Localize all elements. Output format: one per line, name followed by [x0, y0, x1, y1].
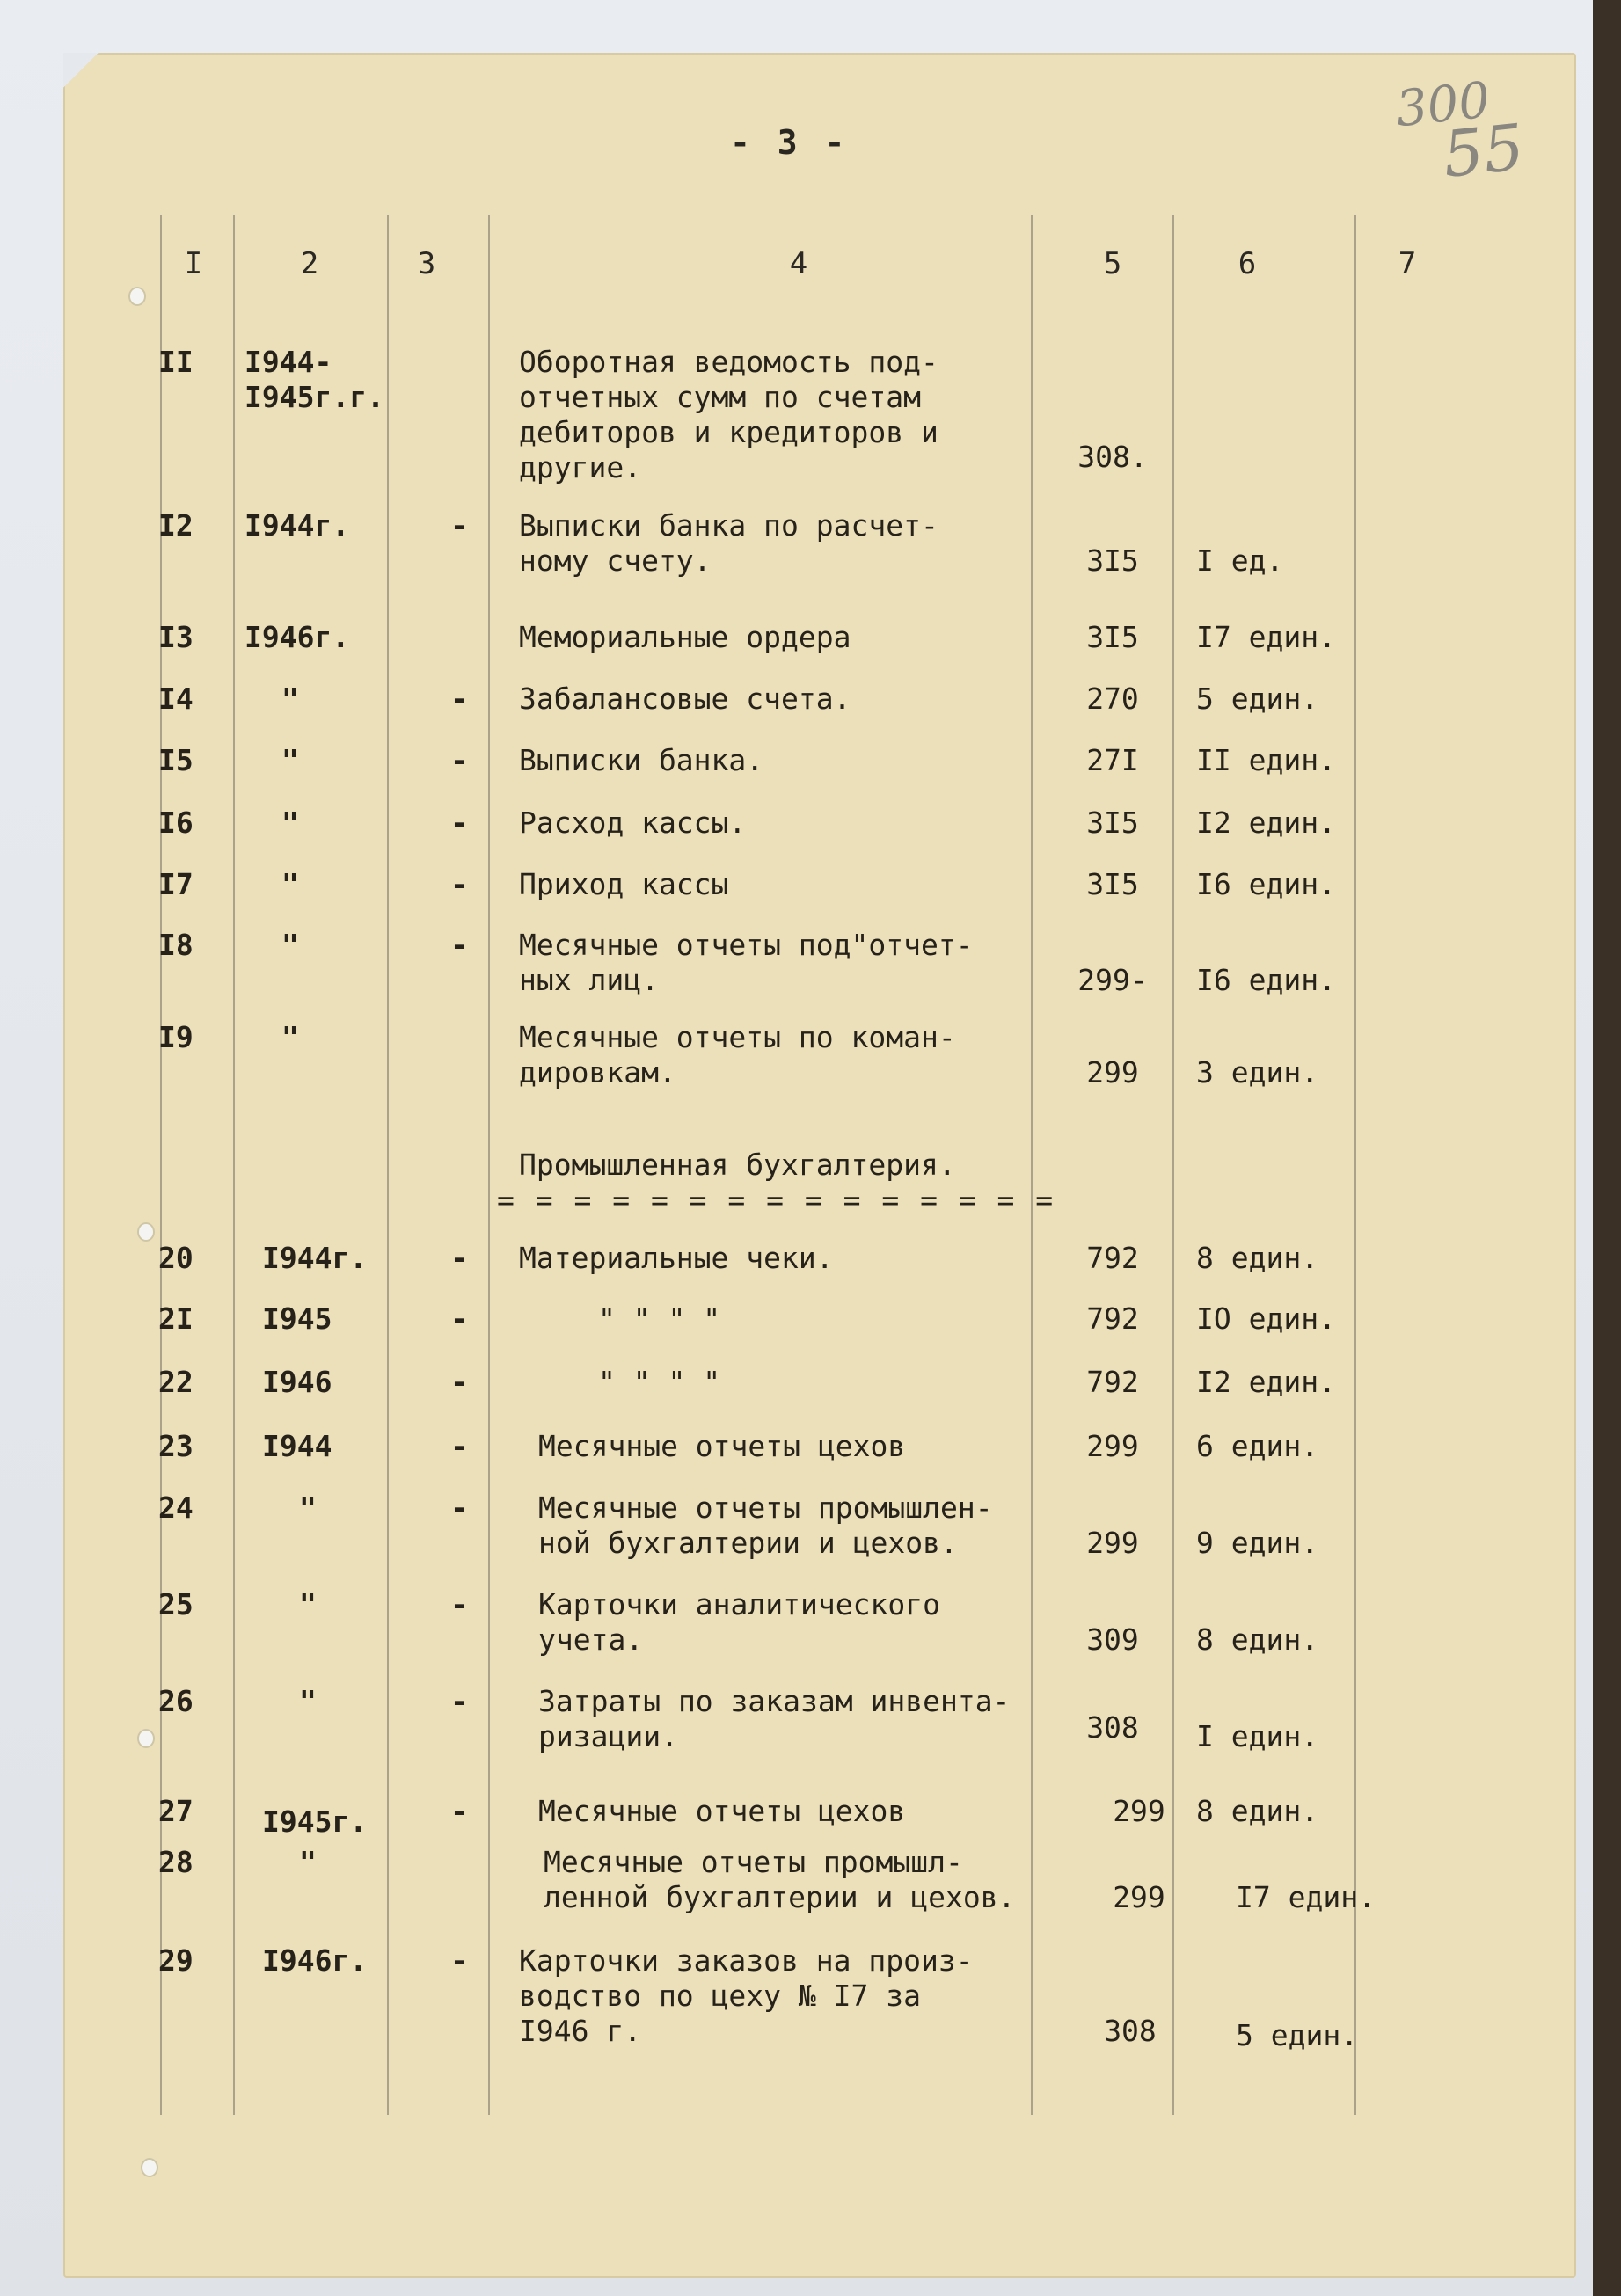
item-units: 8 един.	[1196, 1241, 1319, 1275]
column-rule	[1031, 215, 1033, 2115]
item-number: I9	[158, 1020, 193, 1054]
column-header: 4	[789, 246, 808, 281]
item-title: Забалансовые счета.	[519, 682, 851, 716]
item-years: I946г.	[262, 1943, 368, 1978]
item-number: 2I	[158, 1301, 193, 1336]
item-units: 3 един.	[1196, 1055, 1319, 1090]
column-rule	[488, 215, 490, 2115]
item-dash: -	[450, 1491, 468, 1525]
item-years: "	[299, 1684, 317, 1718]
punch-hole	[130, 288, 144, 304]
item-title: " " " "	[598, 1365, 721, 1399]
item-title: Выписки банка по расчет- ному счету.	[519, 508, 938, 578]
item-years: "	[281, 928, 299, 962]
item-dash: -	[450, 1429, 468, 1463]
item-number: 24	[158, 1491, 193, 1525]
item-dash: -	[450, 1301, 468, 1336]
item-number: 25	[158, 1587, 193, 1622]
item-dash: -	[450, 1365, 468, 1399]
item-code: 270	[1086, 682, 1139, 716]
item-years: "	[299, 1845, 317, 1879]
torn-corner	[63, 53, 99, 88]
section-title: Промышленная бухгалтерия.	[519, 1148, 956, 1182]
item-title: Затраты по заказам инвента- ризации.	[538, 1684, 1011, 1753]
item-years: I945г.	[262, 1804, 368, 1839]
item-code: 3I5	[1086, 543, 1139, 578]
scanner-edge	[1593, 0, 1621, 2296]
item-title: Месячные отчеты цехов	[538, 1794, 906, 1828]
item-code: 308	[1104, 2014, 1157, 2048]
item-years: "	[281, 867, 299, 901]
item-units: I6 един.	[1196, 963, 1336, 997]
archive-mark-old: 300	[1393, 71, 1493, 139]
item-code: 299	[1086, 1055, 1139, 1090]
item-years: I944г.	[262, 1241, 368, 1275]
item-code: 299	[1086, 1429, 1139, 1463]
item-number: I7	[158, 867, 193, 901]
item-title: Приход кассы	[519, 867, 729, 901]
item-number: 23	[158, 1429, 193, 1463]
item-dash: -	[450, 805, 468, 840]
item-dash: -	[450, 682, 468, 716]
item-title: Месячные отчеты под"отчет- ных лиц.	[519, 928, 974, 997]
item-units: I7 един.	[1236, 1880, 1376, 1914]
item-dash: -	[450, 928, 468, 962]
column-header: 6	[1238, 246, 1257, 281]
item-years: "	[299, 1587, 317, 1622]
item-units: 5 един.	[1196, 682, 1319, 716]
item-units: I ед.	[1196, 543, 1284, 578]
column-rule	[233, 215, 235, 2115]
item-number: 27	[158, 1794, 193, 1828]
item-years: "	[281, 1020, 299, 1054]
item-units: I един.	[1196, 1719, 1319, 1753]
column-rule	[160, 215, 162, 2115]
item-dash: -	[450, 1587, 468, 1622]
item-dash: -	[450, 1241, 468, 1275]
item-number: I5	[158, 743, 193, 777]
item-code: 3I5	[1086, 867, 1139, 901]
item-units: I7 един.	[1196, 620, 1336, 654]
item-number: 20	[158, 1241, 193, 1275]
item-years: I946г.	[245, 620, 350, 654]
item-number: 28	[158, 1845, 193, 1879]
column-header: 3	[417, 246, 436, 281]
column-rule	[1354, 215, 1356, 2115]
item-code: 792	[1086, 1301, 1139, 1336]
item-dash: -	[450, 1794, 468, 1828]
item-dash: -	[450, 1943, 468, 1978]
archive-sheet-number	[1393, 71, 1528, 192]
item-code: 299	[1086, 1526, 1139, 1560]
item-years: I944- I945г.г.	[245, 345, 384, 414]
item-years: "	[281, 805, 299, 840]
punch-hole	[139, 1224, 153, 1240]
punch-hole	[142, 2160, 157, 2176]
item-units: 6 един.	[1196, 1429, 1319, 1463]
item-code: 299	[1113, 1794, 1165, 1828]
item-number: I2	[158, 508, 193, 543]
item-years: I945	[262, 1301, 332, 1336]
item-units: 8 един.	[1196, 1622, 1319, 1657]
item-code: 3I5	[1086, 620, 1139, 654]
item-code: 309	[1086, 1622, 1139, 1657]
item-number: I4	[158, 682, 193, 716]
item-title: Мемориальные ордера	[519, 620, 851, 654]
page-number: - 3 -	[730, 123, 849, 162]
item-years: "	[299, 1491, 317, 1525]
item-title: Карточки заказов на произ- водство по цеху № I7 за I946 г.	[519, 1943, 974, 2048]
item-title: Материальные чеки.	[519, 1241, 834, 1275]
item-title: Месячные отчеты по коман- дировкам.	[519, 1020, 956, 1090]
item-code: 792	[1086, 1365, 1139, 1399]
item-title: Оборотная ведомость под- отчетных сумм по счетам дебиторов и кредиторов и другие.	[519, 345, 938, 485]
item-number: 22	[158, 1365, 193, 1399]
archive-mark-new: 55	[1439, 109, 1528, 192]
item-units: 5 един.	[1236, 2018, 1359, 2052]
item-number: I8	[158, 928, 193, 962]
item-title: Месячные отчеты цехов	[538, 1429, 906, 1463]
item-years: "	[281, 682, 299, 716]
item-title: Месячные отчеты промышлен- ной бухгалтерии и цехов.	[538, 1491, 993, 1560]
item-dash: -	[450, 508, 468, 543]
item-code: 792	[1086, 1241, 1139, 1275]
column-header: 7	[1398, 246, 1417, 281]
column-header: 2	[300, 246, 319, 281]
item-number: II	[158, 345, 193, 379]
item-units: IO един.	[1196, 1301, 1336, 1336]
item-units: I2 един.	[1196, 1365, 1336, 1399]
item-title: " " " "	[598, 1301, 721, 1336]
item-code: 3I5	[1086, 805, 1139, 840]
item-code: 299	[1113, 1880, 1165, 1914]
item-units: II един.	[1196, 743, 1336, 777]
item-title: Карточки аналитического учета.	[538, 1587, 940, 1657]
item-code: 308	[1086, 1710, 1139, 1745]
item-number: I6	[158, 805, 193, 840]
item-units: 8 един.	[1196, 1794, 1319, 1828]
item-number: I3	[158, 620, 193, 654]
item-dash: -	[450, 743, 468, 777]
item-units: 9 един.	[1196, 1526, 1319, 1560]
item-code: 27I	[1086, 743, 1139, 777]
item-years: "	[281, 743, 299, 777]
item-title: Месячные отчеты промышл- ленной бухгалтерии и цехов.	[544, 1845, 1016, 1914]
item-title: Расход кассы.	[519, 805, 747, 840]
item-code: 308.	[1077, 440, 1148, 474]
section-underline: = = = = = = = = = = = = = = =	[497, 1183, 1055, 1217]
item-years: I944г.	[245, 508, 350, 543]
item-code: 299-	[1077, 963, 1148, 997]
column-header: I	[184, 246, 203, 281]
item-units: I2 един.	[1196, 805, 1336, 840]
item-years: I946	[262, 1365, 332, 1399]
column-rule	[1172, 215, 1174, 2115]
item-title: Выписки банка.	[519, 743, 764, 777]
item-units: I6 един.	[1196, 867, 1336, 901]
item-number: 29	[158, 1943, 193, 1978]
punch-hole	[139, 1731, 153, 1746]
item-dash: -	[450, 867, 468, 901]
column-header: 5	[1103, 246, 1122, 281]
item-years: I944	[262, 1429, 332, 1463]
item-number: 26	[158, 1684, 193, 1718]
item-dash: -	[450, 1684, 468, 1718]
